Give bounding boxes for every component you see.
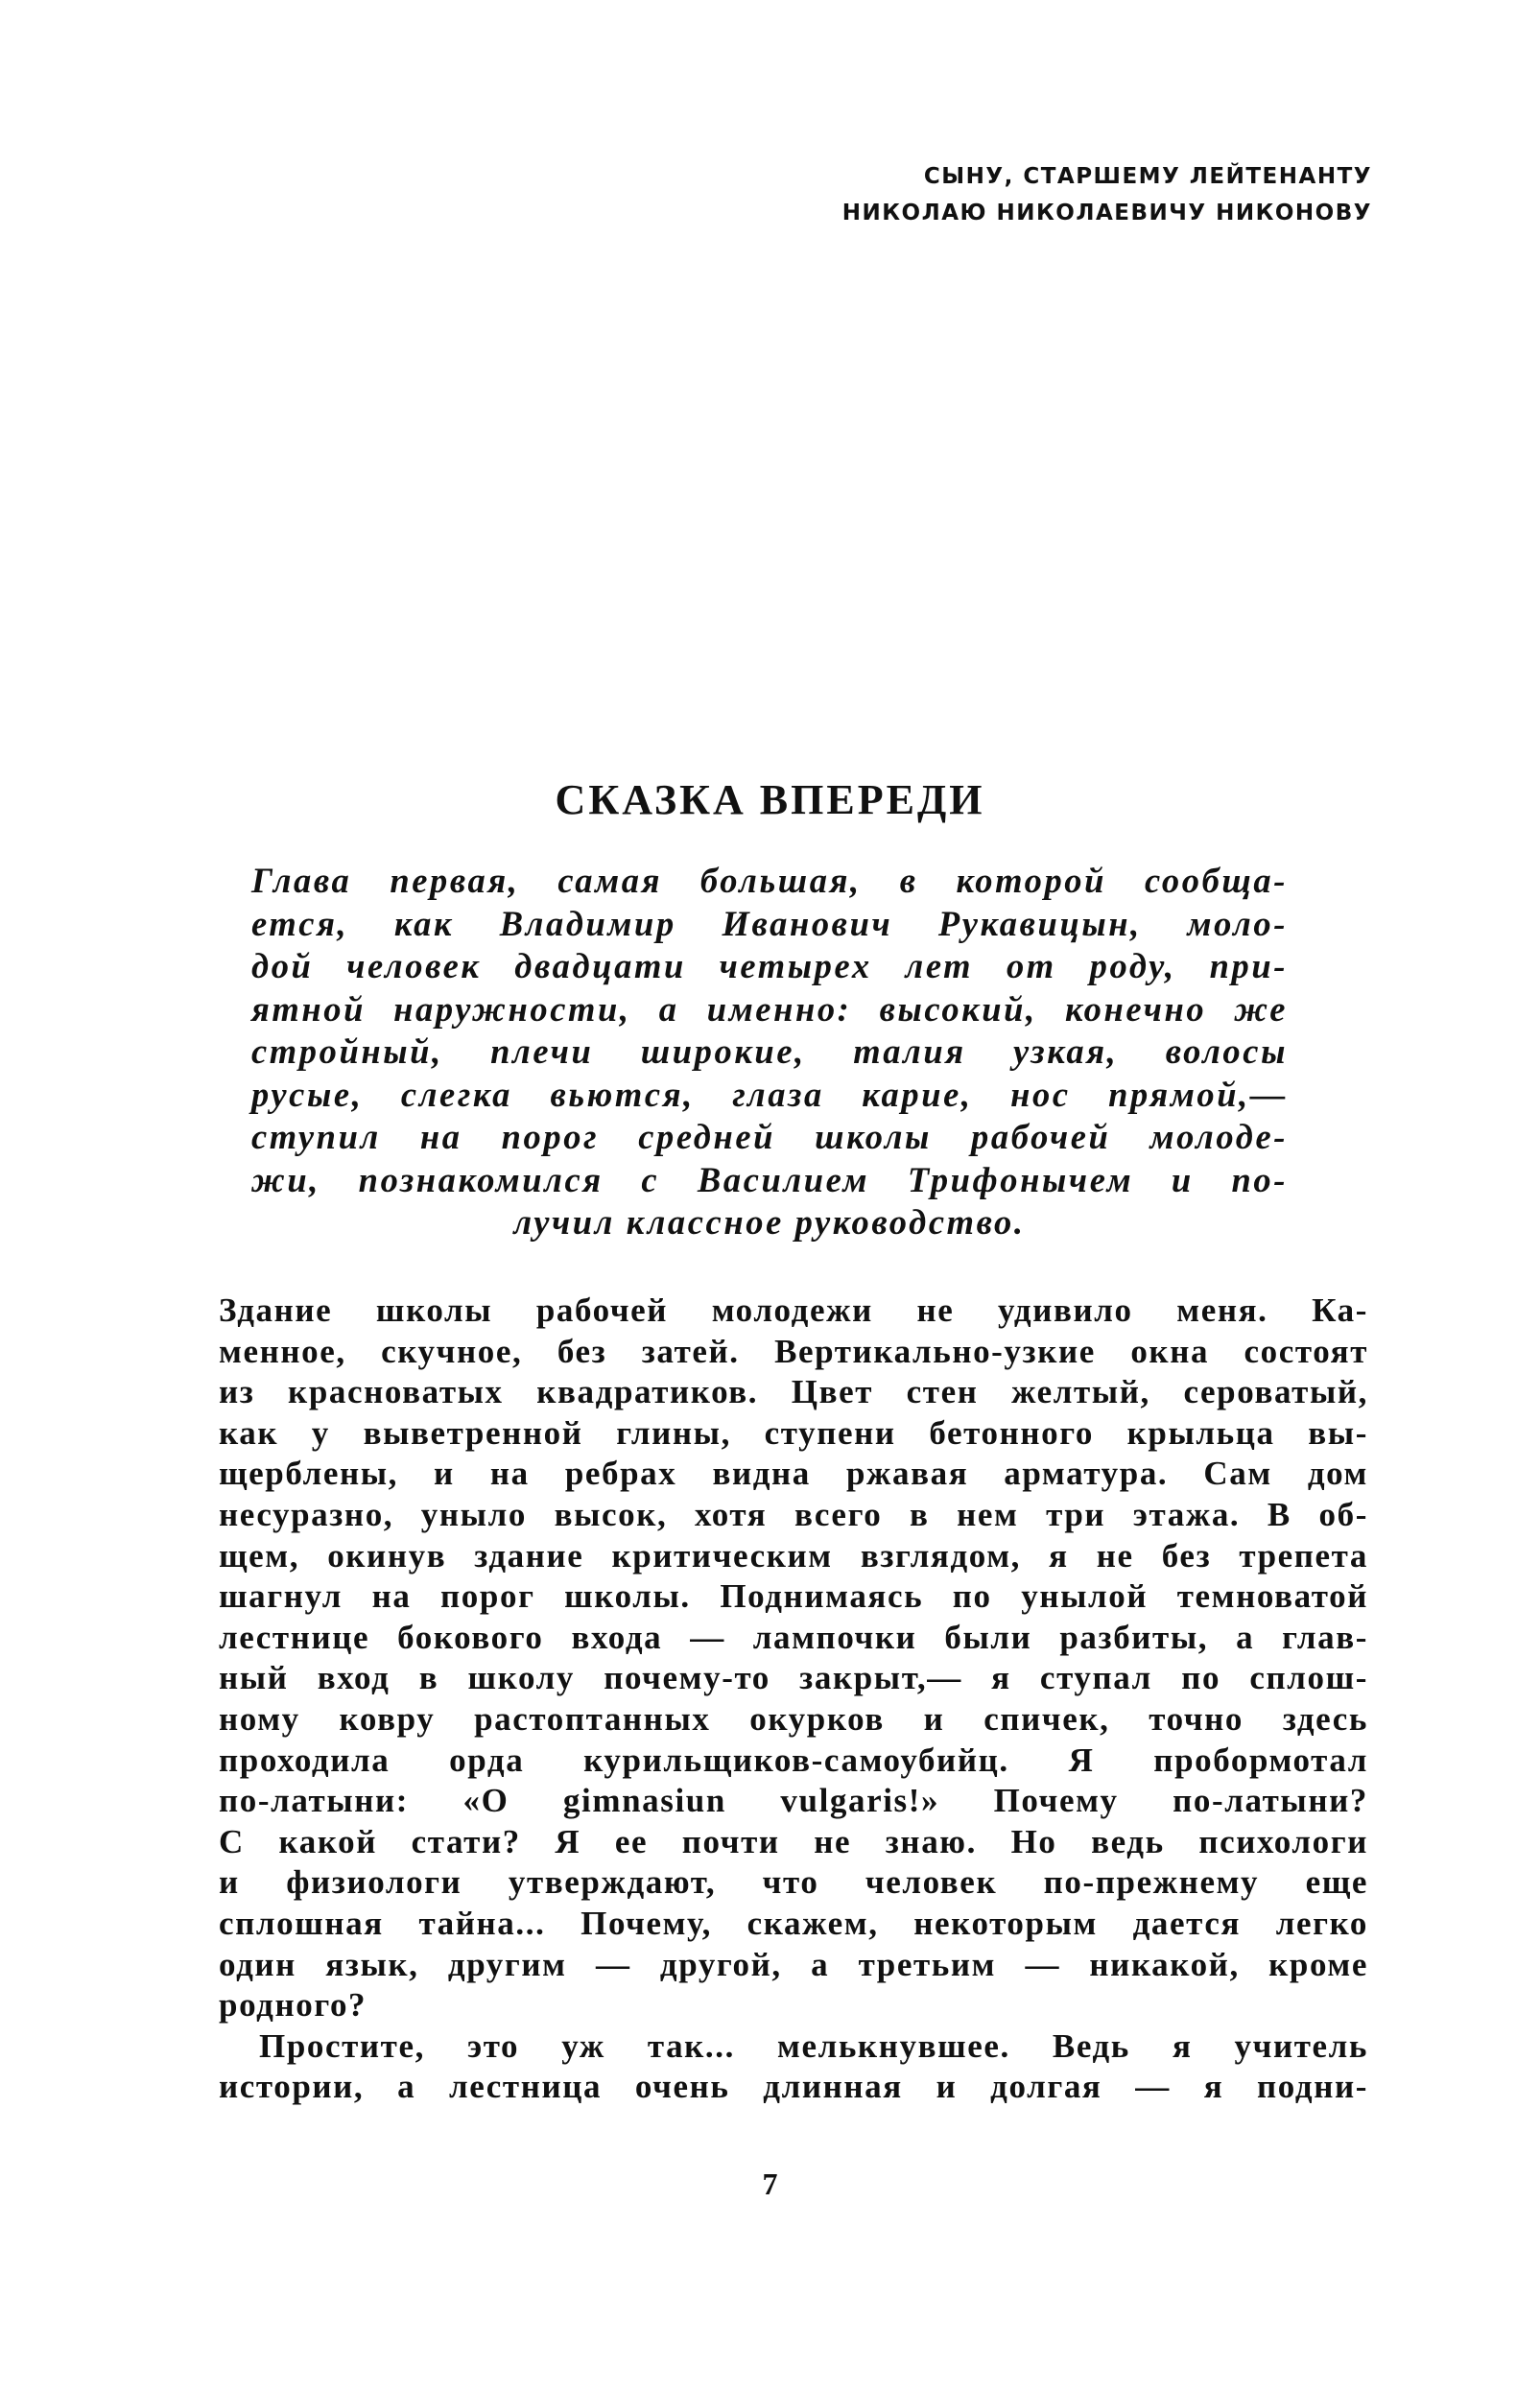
body-line: менное, скучное, без затей. Вертикально-узкие окна состоят — [219, 1332, 1368, 1370]
summary-line: жи, познакомился с Василием Трифонычем и по- — [251, 1159, 1288, 1199]
summary-line: ется, как Владимир Иванович Рукавицын, моло- — [251, 903, 1288, 943]
body-line: ный вход в школу почему-то закрыт,— я ступал по сплош- — [219, 1659, 1368, 1697]
body-line: как у выветренной глины, ступени бетонного крыльца вы- — [219, 1413, 1368, 1452]
body-line: сплошная тайна... Почему, скажем, некоторым дается легко — [219, 1904, 1368, 1942]
body-line: несуразно, уныло высок, хотя всего в нем три этажа. В об- — [219, 1495, 1368, 1533]
body-line: щерблены, и на ребрах видна ржавая арматура. Сам дом — [219, 1455, 1368, 1493]
dedication-line-1: СЫНУ, СТАРШЕМУ ЛЕЙТЕНАНТУ — [923, 164, 1372, 189]
body-line: по-латыни: «O gimnasiun vulgaris!» Почему по-латыни? — [219, 1782, 1368, 1820]
body-line: из красноватых квадратиков. Цвет стен желтый, сероватый, — [219, 1373, 1368, 1411]
body-line: Простите, это уж так... мелькнувшее. Ведь я учитель — [259, 2026, 1368, 2065]
body-line: истории, а лестница очень длинная и долгая — я подни- — [219, 2068, 1368, 2106]
page-number: 7 — [762, 2167, 778, 2201]
body-line: родного? — [219, 1986, 367, 2025]
body-line: щем, окинув здание критическим взглядом, я не без трепета — [219, 1536, 1368, 1575]
summary-line: дой человек двадцати четырех лет от роду, при- — [251, 946, 1288, 985]
story-title: СКАЗКА ВПЕРЕДИ — [555, 776, 985, 823]
body-line: Здание школы рабочей молодежи не удивило меня. Ка- — [219, 1291, 1368, 1329]
dedication — [842, 158, 1372, 231]
body-line: проходила орда курильщиков-самоубийц. Я пробормотал — [219, 1741, 1368, 1779]
summary-line: Глава первая, самая большая, в которой сообща- — [251, 861, 1288, 900]
body-line: лестнице бокового входа — лампочки были разбиты, а глав- — [219, 1618, 1368, 1656]
summary-line: стройный, плечи широкие, талия узкая, волосы — [251, 1031, 1288, 1071]
dedication-line-2: НИКОЛАЮ НИКОЛАЕВИЧУ НИКОНОВУ — [841, 201, 1372, 225]
body-line: С какой стати? Я ее почти не знаю. Но ведь психологи — [219, 1822, 1368, 1860]
summary-line: ятной наружности, а именно: высокий, конечно же — [251, 988, 1288, 1029]
body-line: и физиологи утверждают, что человек по-прежнему еще — [219, 1863, 1368, 1902]
body-text — [219, 1291, 1368, 2108]
summary-line: ступил на порог средней школы рабочей молоде- — [251, 1117, 1288, 1156]
summary-line: лучил классное руководство. — [513, 1202, 1026, 1242]
body-line: один язык, другим — другой, а третьим — никакой, кроме — [219, 1945, 1368, 1983]
body-line: ному ковру растоптанных окурков и спичек, точно здесь — [219, 1699, 1368, 1738]
chapter-summary — [251, 860, 1288, 1244]
body-line: шагнул на порог школы. Поднимаясь по унылой темноватой — [219, 1577, 1368, 1616]
summary-line: русые, слегка вьются, глаза карие, нос прямой,— — [251, 1074, 1288, 1114]
